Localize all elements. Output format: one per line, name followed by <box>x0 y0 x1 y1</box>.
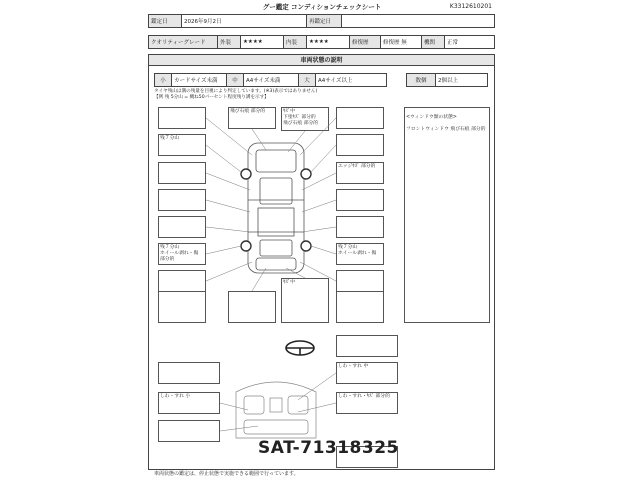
annot-front-right-top: ｷｽﾞ中 下塗ｷｽﾞ 部分的 飛び石痕 部分的 <box>281 107 329 131</box>
date-label: 鑑定日 <box>149 15 182 28</box>
exterior-stars: ★★★★ <box>241 36 284 49</box>
vehicle-diagram <box>148 0 496 480</box>
size-medium: 中 <box>227 74 244 87</box>
leader-line <box>311 145 336 172</box>
leader-line <box>206 200 250 212</box>
tire-front-right <box>301 169 311 179</box>
annot-right-edge: エッジｷｽﾞ 部分的 <box>336 162 384 184</box>
stock-number-stamp: SAT-71318325 <box>258 438 399 458</box>
interior-stars: ★★★★ <box>307 36 350 49</box>
size-large-desc: A4サイズ以上 <box>316 74 387 87</box>
leader-line <box>300 262 336 281</box>
annot-left-tire-front: 残７分山 <box>158 134 206 156</box>
reinspect-label: 再鑑定日 <box>307 15 342 28</box>
annot-left-tire-rear: 残７分山 ホイール剥れ・傷 部分的 <box>158 243 206 265</box>
panel-title: 車両状態の説明 <box>148 54 495 66</box>
leader-line <box>300 118 336 155</box>
sheet-number: K3312610201 <box>449 3 492 10</box>
annot-front-top: 飛び石痕 部分的 <box>228 107 276 129</box>
leader-line <box>206 246 241 254</box>
repair-label: 修復歴 <box>350 36 381 49</box>
leader-line <box>302 227 336 232</box>
count-value: 2個以上 <box>436 74 488 87</box>
engine-value: 正常 <box>445 36 495 49</box>
leader-line <box>252 268 266 291</box>
tire-note: タイヤ残山は溝の残量を目視により判定しています。(※3)表示ではありません) <box>154 89 318 94</box>
car-rear-window <box>260 240 292 256</box>
window-header: <ウィンドウ類の状態> <box>406 115 457 120</box>
leader-line <box>220 426 258 431</box>
annot-rear-center: ｷｽﾞ中 <box>281 278 329 323</box>
footer-note: 車両状態の鑑定は、停止状態で実施できる範囲で行っています。 <box>154 471 299 477</box>
size-small-desc: カードサイズ未満 <box>172 74 227 87</box>
steering-wheel-icon <box>286 341 314 355</box>
exterior-label: 外装 <box>218 36 241 49</box>
leader-line <box>288 131 305 152</box>
window-text: フロントウィンドウ 飛び石痕 部分的 <box>406 127 486 132</box>
car-hood <box>256 150 296 172</box>
engine-label: 機関 <box>422 36 445 49</box>
sheet-title: グー鑑定 コンディションチェックシート <box>262 3 382 11</box>
leader-line <box>206 118 252 155</box>
car-trunk <box>256 258 296 270</box>
interior-label: 内装 <box>284 36 307 49</box>
size-large: 大 <box>299 74 316 87</box>
annot-interior-left: しわ・すれ 小 <box>158 392 220 414</box>
leader-line <box>302 200 336 212</box>
repair-value: 修復歴 無 <box>381 36 422 49</box>
leader-line <box>206 227 250 232</box>
leader-line <box>311 246 336 254</box>
grade-label: クオリティーグレード <box>149 36 218 49</box>
tire-rear-right <box>301 241 311 251</box>
tire-rear-left <box>241 241 251 251</box>
leader-line <box>206 262 252 281</box>
annot-interior-right2: しわ・すれ・ｷｽﾞ 部分的 <box>336 392 398 414</box>
leader-line <box>298 403 336 412</box>
leader-line <box>206 145 241 172</box>
size-medium-desc: A4サイズ未満 <box>244 74 299 87</box>
annot-right-tire-rear: 残７分山 ホイール剥れ・傷 <box>336 243 384 265</box>
tire-example: 【例 残 5分山 = 概ね50パーセント程度残り溝を示す】 <box>154 95 269 100</box>
annot-interior-right1: しわ・すれ 中 <box>336 362 398 384</box>
size-small: 小 <box>155 74 172 87</box>
tire-front-left <box>241 169 251 179</box>
condition-check-sheet <box>148 0 496 480</box>
leader-line <box>252 129 266 150</box>
date-value: 2026年9月2日 <box>182 15 307 28</box>
count-label: 数個 <box>407 74 436 87</box>
